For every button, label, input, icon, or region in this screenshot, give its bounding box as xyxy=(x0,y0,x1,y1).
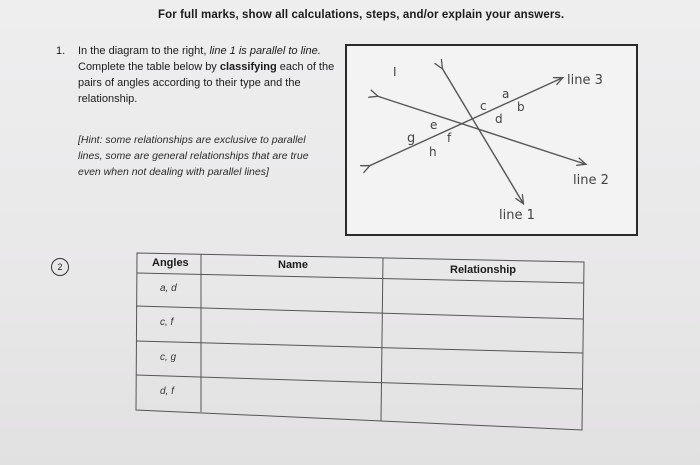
row-divider-4 xyxy=(136,375,583,389)
col-divider-2 xyxy=(381,258,383,421)
label-I: I xyxy=(393,65,397,79)
question-line-2-bold: classifying xyxy=(219,61,277,73)
question-number: 1. xyxy=(56,45,66,57)
label-line-1: line 1 xyxy=(499,208,535,223)
angle-g: g xyxy=(407,131,416,146)
angle-h: h xyxy=(429,145,437,159)
header-name: Name xyxy=(278,259,308,271)
row-divider-3 xyxy=(136,341,583,353)
table-grid xyxy=(136,253,584,430)
question-line-2-text: Complete the table below by xyxy=(78,61,220,73)
angle-a: a xyxy=(502,87,510,101)
angle-b: b xyxy=(517,100,525,114)
question-line-4: relationship. xyxy=(78,93,138,105)
label-line-2: line 2 xyxy=(573,173,609,188)
angle-f: f xyxy=(447,131,452,145)
hint-line-2: lines, some are general relationships that are true xyxy=(78,150,309,162)
hint-line-1: [Hint: some relationships are exclusive to parallel xyxy=(78,134,306,146)
label-line-3: line 3 xyxy=(567,73,603,88)
hint-line-3: even when not dealing with parallel lines] xyxy=(78,166,269,178)
question-line-2-end: each of the xyxy=(276,61,335,73)
table-border xyxy=(136,253,584,430)
header-angles: Angles xyxy=(152,257,189,269)
row-divider-2 xyxy=(136,306,583,319)
header-relationship: Relationship xyxy=(450,264,517,276)
angle-d: d xyxy=(495,112,503,126)
angle-c: c xyxy=(480,99,487,113)
question-line-3: pairs of angles according to their type and the xyxy=(78,77,301,89)
question-line-1-text: In the diagram to the right, xyxy=(78,45,210,57)
instruction-header: For full marks, show all calculations, steps, and/or explain your answers. xyxy=(158,9,565,21)
row-3-angles: c, g xyxy=(160,352,177,363)
angle-e: e xyxy=(430,118,438,132)
row-1-angles: a, d xyxy=(160,283,177,294)
row-2-angles: c, f xyxy=(160,317,174,328)
row-4-angles: d, f xyxy=(160,386,174,397)
row-divider-1 xyxy=(137,273,584,283)
marks-badge: 2 xyxy=(51,258,69,276)
question-line-1-italic: line 1 is parallel to line. xyxy=(209,45,321,57)
